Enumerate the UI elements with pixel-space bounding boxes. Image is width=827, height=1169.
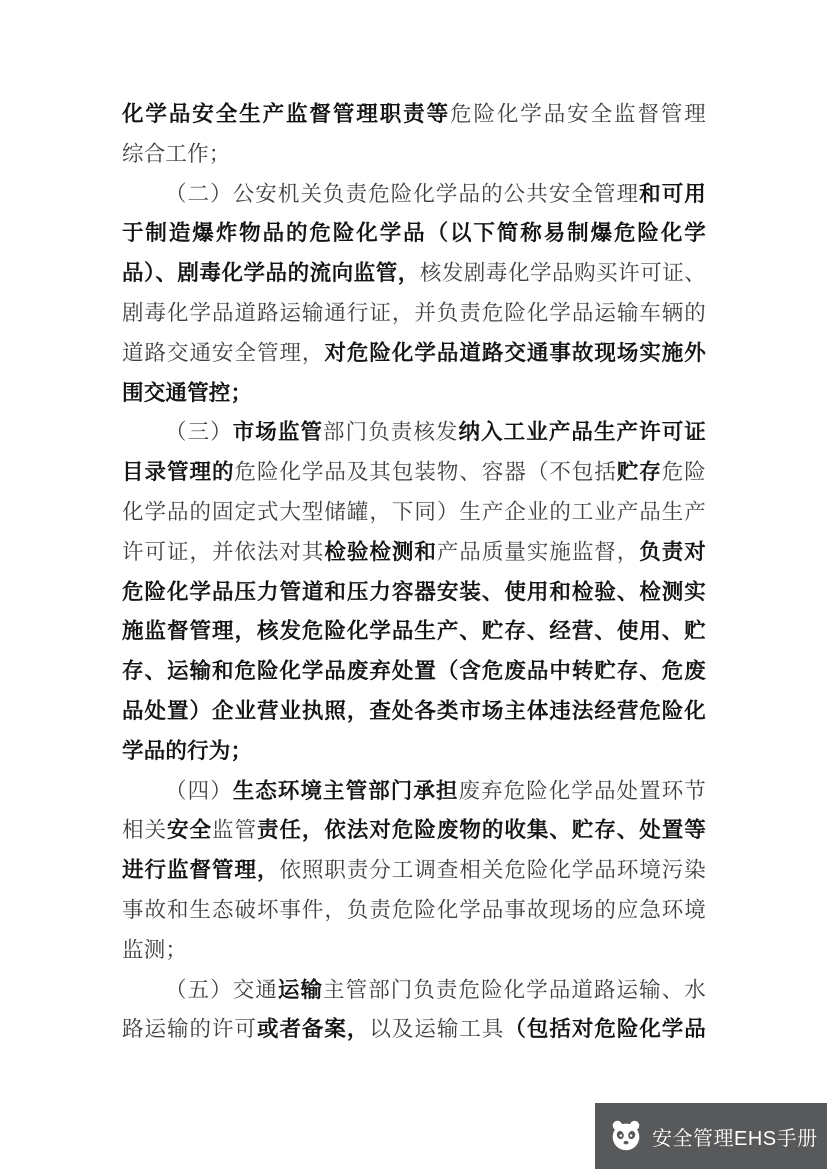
text-line (122, 652, 706, 692)
regular-text-run: 危险 (661, 460, 706, 485)
text-line (122, 732, 706, 772)
regular-text-run: 废弃危险化学品处置环节 (458, 778, 706, 803)
text-line (122, 254, 706, 294)
bold-text-run: 安全 (166, 818, 212, 843)
regular-text-run: 危险化学品安全监督管理 (450, 102, 706, 126)
text-line (122, 851, 706, 891)
bold-text-run: 或者备案， (256, 1017, 370, 1042)
bold-text-run: 围交通管控； (122, 380, 253, 405)
bold-text-run: 对危险化学品道路交通事故现场实施外 (324, 340, 706, 365)
bold-text-run: 和可用 (639, 181, 706, 206)
regular-text-run: （二）公安机关负责危险化学品的公共安全管理 (165, 181, 640, 206)
bold-text-run: 学品的行为； (122, 738, 253, 763)
bold-text-run: 负责对 (639, 539, 706, 564)
text-line (122, 971, 706, 1011)
bold-text-run: 责任，依法对危险废物的收集、贮存、处置等 (256, 818, 706, 843)
watermark-badge (595, 1103, 827, 1169)
bold-text-run: 危险化学品压力管道和压力容器安装、使用和检验、检测实 (122, 579, 706, 604)
regular-text-run: 部门负责核发 (323, 420, 459, 445)
bold-text-run: 市场监管 (232, 420, 324, 445)
bold-text-run: 贮存 (616, 460, 662, 485)
regular-text-run: 危险化学品及其包装物、容器（不包括 (234, 460, 617, 485)
bold-text-run: 施监督管理，核发危险化学品生产、贮存、经营、使用、贮 (122, 619, 706, 644)
regular-text-run: 产品质量实施监督， (436, 539, 640, 564)
regular-text-run: 监管 (211, 818, 257, 843)
text-line (122, 573, 706, 613)
regular-text-run: 化学品的固定式大型储罐，下同）生产企业的工业产品生产 (122, 499, 706, 524)
regular-text-run: 监测； (122, 937, 188, 962)
text-line (122, 772, 706, 812)
regular-text-run: 剧毒化学品道路运输通行证，并负责危险化学品运输车辆的 (122, 300, 706, 325)
bold-text-run: 品）、剧毒化学品的流向监管， (122, 261, 420, 286)
bold-text-run: 化学品安全生产监督管理职责等 (122, 102, 451, 126)
regular-text-run: （三） (165, 420, 233, 445)
text-line (122, 493, 706, 533)
bold-text-run: 纳入工业产品生产许可证 (458, 420, 706, 445)
text-line (122, 413, 706, 453)
text-line (122, 214, 706, 254)
regular-text-run: 以及运输工具 (369, 1017, 505, 1042)
bold-text-run: 存、运输和危险化学品废弃处置（含危废品中转贮存、危废 (122, 659, 706, 684)
regular-text-run: 依照职责分工调查相关危险化学品环境污染 (279, 858, 706, 883)
text-line (122, 612, 706, 652)
bold-text-run: （包括对危险化学品 (504, 1017, 706, 1042)
text-line (122, 453, 706, 493)
text-line (122, 1010, 706, 1050)
bold-text-run: 品处置）企业营业执照，查处各类市场主体违法经营危险化 (122, 698, 706, 723)
regular-text-run: 许可证，并依法对其 (122, 539, 325, 564)
text-line (122, 294, 706, 334)
text-line (122, 95, 706, 135)
bold-text-run: 检验检测和 (324, 539, 437, 564)
text-line (122, 692, 706, 732)
panda-icon (607, 1117, 645, 1155)
text-line (122, 135, 706, 175)
regular-text-run: 道路交通安全管理， (122, 340, 325, 365)
regular-text-run: 核发剧毒化学品购买许可证、 (419, 261, 706, 286)
text-line (122, 891, 706, 931)
regular-text-run: （五）交通 (165, 977, 278, 1002)
text-line (122, 175, 706, 215)
bold-text-run: 进行监督管理， (122, 858, 280, 883)
regular-text-run: （四） (165, 778, 233, 803)
regular-text-run: 综合工作； (122, 141, 231, 166)
text-line (122, 533, 706, 573)
regular-text-run: 主管部门负责危险化学品道路运输、水 (323, 977, 706, 1002)
text-line (122, 811, 706, 851)
watermark-label: 安全管理EHS手册 (652, 1127, 818, 1150)
text-line (122, 931, 706, 971)
document-text (122, 95, 706, 1050)
bold-text-run: 于制造爆炸物品的危险化学品（以下简称易制爆危险化学 (122, 221, 706, 246)
bold-text-run: 生态环境主管部门承担 (232, 778, 459, 803)
regular-text-run: 路运输的许可 (122, 1017, 257, 1042)
bold-text-run: 目录管理的 (122, 460, 235, 485)
regular-text-run: 相关 (122, 818, 167, 843)
bold-text-run: 运输 (277, 977, 324, 1002)
text-line (122, 374, 706, 414)
text-line (122, 334, 706, 374)
regular-text-run: 事故和生态破坏事件，负责危险化学品事故现场的应急环境 (122, 897, 706, 922)
